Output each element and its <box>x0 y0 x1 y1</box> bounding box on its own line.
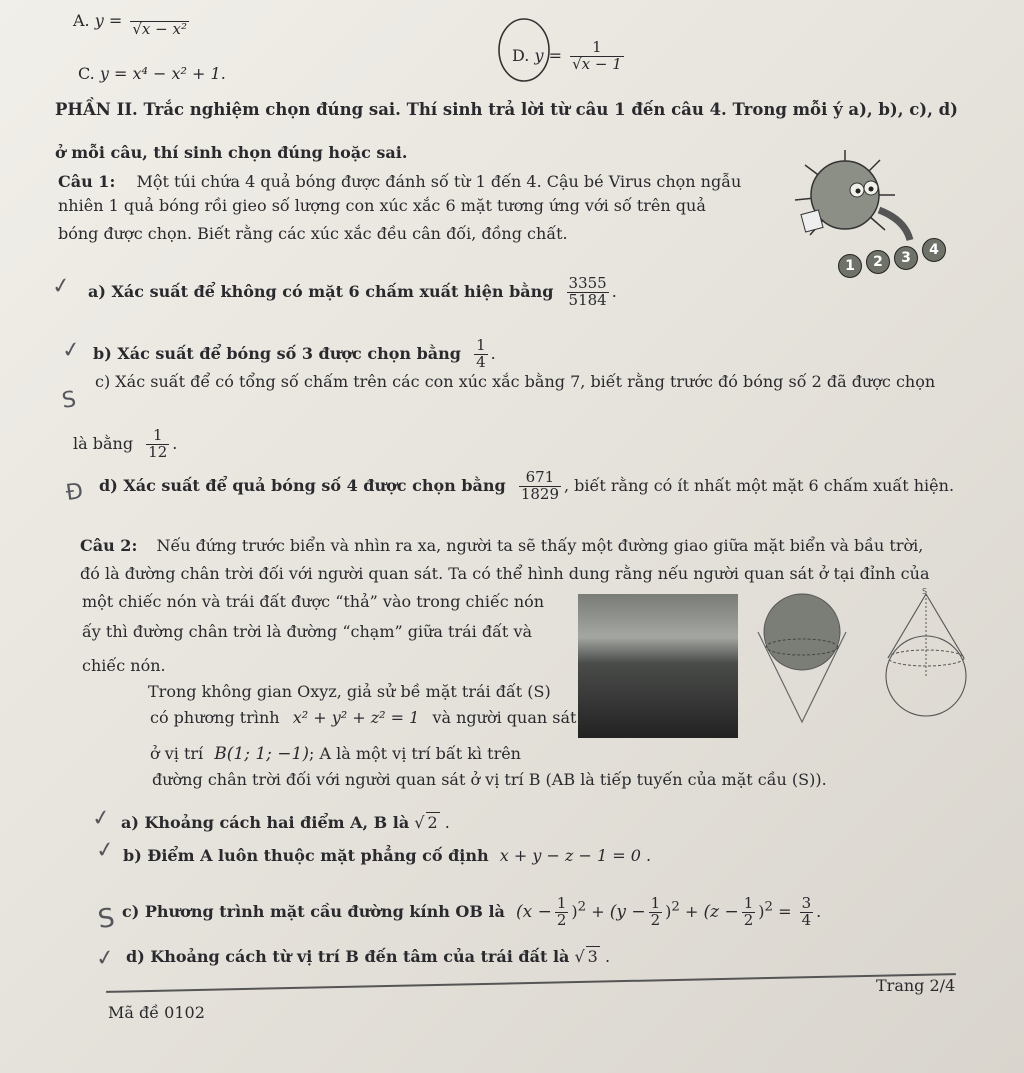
q1-a: a) Xác suất để không có mặt 6 chấm xuất hiện bằng $\frac{3355}{5184}$ . <box>88 274 617 309</box>
mark-q1d: Đ <box>64 478 85 507</box>
q1-c: c) Xác suất để có tổng số chấm trên các con xúc xắc bằng 7, biết rằng trước đó bóng số 2 đã được chọn <box>95 372 936 391</box>
q2-line4: ấy thì đường chân trời là đường “chạm” giữa trái đất và <box>82 622 533 641</box>
q2-line3: một chiếc nón và trái đất được “thả” vào trong chiếc nón <box>82 592 545 611</box>
q2-line1: Câu 2: Nếu đứng trước biển và nhìn ra xa, người ta sẽ thấy một đường giao giữa mặt biển và bầu trời, <box>80 536 924 555</box>
ball-4: 4 <box>922 238 946 262</box>
footer-rule <box>106 973 956 992</box>
q2-line5: chiếc nón. <box>82 656 166 675</box>
q2-line9: đường chân trời đối với người quan sát ở vị trí B (AB là tiếp tuyến của mặt cầu (S)). <box>152 770 827 789</box>
cone-label-s: S <box>922 588 928 596</box>
ball-1: 1 <box>838 254 862 278</box>
part2-subtitle: ở mỗi câu, thí sinh chọn đúng hoặc sai. <box>55 143 408 162</box>
page-number: Trang 2/4 <box>876 976 956 995</box>
option-d: D. y = $\frac{1}{√x - 1}$ <box>512 38 622 73</box>
q1-line2: nhiên 1 quả bóng rồi gieo số lượng con xúc xắc 6 mặt tương ứng với số trên quả <box>58 196 706 215</box>
exam-code: Mã đề 0102 <box>108 1003 205 1022</box>
mark-q1c: S <box>60 387 78 414</box>
q1-line1: Câu 1: Một túi chứa 4 quả bóng được đánh số từ 1 đến 4. Cậu bé Virus chọn ngẫu <box>58 172 742 191</box>
cone-sphere-diagram <box>878 588 973 723</box>
mark-q1a: ✓ <box>50 272 73 301</box>
option-c: C. y = x⁴ − x² + 1. <box>78 64 226 83</box>
q1-b: b) Xác suất để bóng số 3 được chọn bằng $\frac{1}{4}$ . <box>93 336 496 371</box>
q1-d: d) Xác suất để quả bóng số 4 được chọn bằng $\frac{671}{1829}$ , biết rằng có ít nhất một mặt 6 chấm xuất hiện. <box>99 468 955 503</box>
ball-2: 2 <box>866 250 890 274</box>
q2-d: d) Khoảng cách từ vị trí B đến tâm của trái đất là √ 3 . <box>126 947 611 966</box>
mark-q1b: ✓ <box>60 336 83 365</box>
mark-q2d: ✓ <box>94 944 117 973</box>
mark-q2b: ✓ <box>94 836 117 865</box>
q1-c-cont: là bằng $\frac{1}{12}$ . <box>73 426 178 461</box>
mark-q2c: S <box>95 902 117 936</box>
q2-line7: có phương trình x² + y² + z² = 1 và người quan sát <box>150 708 577 727</box>
q2-c: c) Phương trình mặt cầu đường kính OB là (x − $\frac{1}{2}$ )$^2$ + (y − $\frac{1}{2}$ )$^2$ + (z − $\frac{1}{2}$ )$^2$ = $\frac{3}{4}$ . <box>122 894 822 929</box>
sea-horizon-photo <box>578 594 738 738</box>
q2-b: b) Điểm A luôn thuộc mặt phẳng cố định x + y − z − 1 = 0 . <box>123 846 652 865</box>
earth-in-cone-illustration <box>752 592 852 727</box>
q2-a: a) Khoảng cách hai điểm A, B là √ 2 . <box>121 813 450 832</box>
option-a: A. y = √x − x² <box>73 10 187 38</box>
part2-title: PHẦN II. Trắc nghiệm chọn đúng sai. Thí sinh trả lời từ câu 1 đến câu 4. Trong mỗi ý a), b), c), d) <box>55 100 958 119</box>
mark-q2a: ✓ <box>90 804 113 833</box>
q2-line6: Trong không gian Oxyz, giả sử bề mặt trái đất (S) <box>148 682 551 701</box>
q2-line2: đó là đường chân trời đối với người quan sát. Ta có thể hình dung rằng nếu người quan sát ở tại đỉnh của <box>80 564 930 583</box>
ball-3: 3 <box>894 246 918 270</box>
q1-line3: bóng được chọn. Biết rằng các xúc xắc đều cân đối, đồng chất. <box>58 224 568 243</box>
q2-line8: ở vị trí B(1; 1; −1); A là một vị trí bất kì trên <box>150 744 521 764</box>
